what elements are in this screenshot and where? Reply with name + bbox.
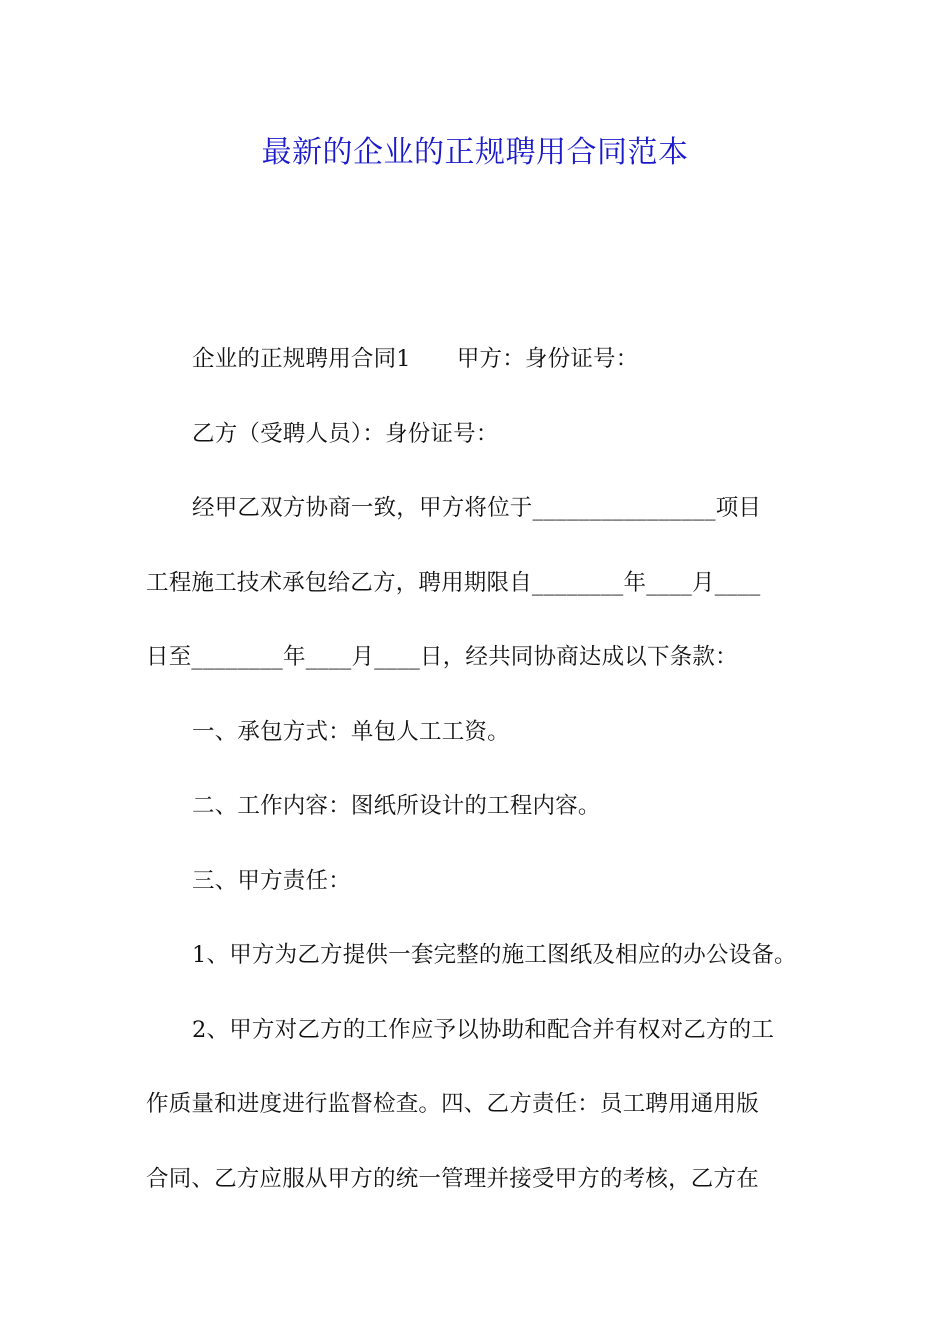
document-body bbox=[146, 334, 816, 1228]
paragraph-line: 作质量和进度进行监督检查。四、乙方责任：员工聘用通用版 bbox=[146, 1091, 759, 1117]
paragraph-line: 工程施工技术承包给乙方，聘用期限自________年____月____ bbox=[146, 569, 761, 596]
paragraph-line: 合同、乙方应服从甲方的统一管理并接受甲方的考核，乙方在 bbox=[146, 1165, 759, 1192]
paragraph-line: 1、甲方为乙方提供一套完整的施工图纸及相应的办公设备。 bbox=[192, 942, 797, 968]
paragraph-line: 乙方（受聘人员）：身份证号： bbox=[192, 420, 499, 447]
paragraph-line: 经甲乙双方协商一致，甲方将位于________________项目 bbox=[192, 495, 762, 521]
paragraph-line: 日至________年____月____日，经共同协商达成以下条款： bbox=[146, 644, 738, 670]
document-title: 最新的企业的正规聘用合同范本 bbox=[261, 135, 689, 170]
party-a-label: 甲方：身份证号： bbox=[456, 346, 639, 372]
paragraph-line: 一、承包方式：单包人工工资。 bbox=[192, 718, 510, 745]
contract-heading: 企业的正规聘用合同1 bbox=[192, 346, 411, 372]
paragraph-line: 二、工作内容：图纸所设计的工程内容。 bbox=[192, 793, 601, 819]
paragraph-line: 2、甲方对乙方的工作应予以协助和配合并有权对乙方的工 bbox=[192, 1016, 775, 1043]
paragraph-line bbox=[146, 334, 816, 409]
paragraph-line: 三、甲方责任： bbox=[192, 867, 351, 894]
